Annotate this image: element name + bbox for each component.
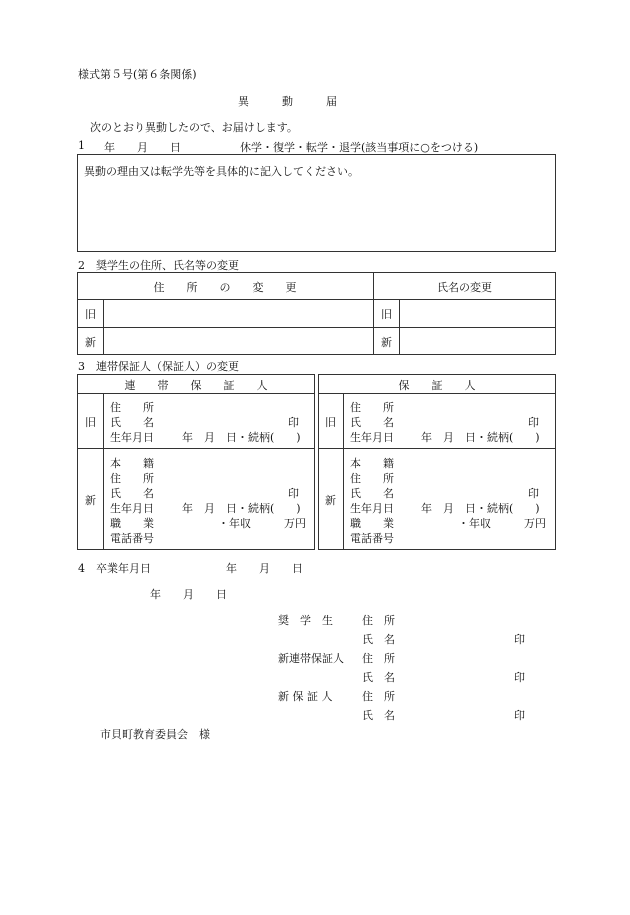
joint-new-honseki: 本 籍: [110, 457, 154, 470]
guarantor-head: 保 証 人: [398, 379, 476, 392]
new-joint-name-label: 氏 名: [362, 671, 395, 684]
guar-new-honseki: 本 籍: [350, 457, 394, 470]
joint-old-seal: 印: [288, 416, 299, 429]
student-seal: 印: [514, 633, 525, 646]
s2-new-name-label: 新: [381, 336, 392, 349]
section3-heading: 3 連帯保証人（保証人）の変更: [78, 360, 239, 373]
form-title: 異 動 届: [238, 95, 337, 108]
guar-old-addr: 住 所: [350, 401, 394, 414]
guar-old-birth-fmt: 年 月 日・続柄( ): [421, 431, 540, 444]
new-guar-name-label: 氏 名: [362, 709, 395, 722]
joint-new-seal: 印: [288, 487, 299, 500]
new-guar-addr-label: 住 所: [362, 690, 395, 703]
reason-note: 異動の理由又は転学先等を具体的に記入してください。: [84, 165, 359, 178]
addressee: 市貝町教育委員会 様: [100, 728, 210, 741]
col-name-change: 氏名の変更: [437, 281, 492, 294]
joint-old-addr: 住 所: [110, 401, 154, 414]
graduation-date: 年 月 日: [226, 562, 303, 575]
joint-new-label: 新: [85, 494, 96, 507]
joint-new-phone: 電話番号: [110, 532, 154, 545]
guar-new-phone: 電話番号: [350, 532, 394, 545]
s2-old-label: 旧: [85, 308, 96, 321]
guar-new-birth: 生年月日: [350, 502, 394, 515]
guar-new-label: 新: [325, 494, 336, 507]
guar-old-label: 旧: [325, 416, 336, 429]
section4-heading: 4 卒業年月日: [78, 562, 151, 575]
joint-new-addr: 住 所: [110, 472, 154, 485]
student-label: 奨 学 生: [278, 614, 333, 627]
joint-new-income: ・年収 万円: [218, 517, 306, 530]
s2-new-label: 新: [85, 336, 96, 349]
new-name-field[interactable]: [400, 328, 555, 354]
joint-guarantor-head: 連 帯 保 証 人: [124, 379, 268, 392]
joint-old-label: 旧: [85, 416, 96, 429]
new-joint-addr-label: 住 所: [362, 652, 395, 665]
intro-text: 次のとおり異動したので、お届けします。: [90, 121, 298, 134]
old-name-field[interactable]: [400, 300, 555, 326]
guar-new-birth-fmt: 年 月 日・続柄( ): [421, 502, 540, 515]
joint-new-birth: 生年月日: [110, 502, 154, 515]
joint-old-name: 氏 名: [110, 416, 154, 429]
section2-heading: 2 奨学生の住所、氏名等の変更: [78, 259, 239, 272]
joint-old-birth: 生年月日: [110, 431, 154, 444]
guar-old-name: 氏 名: [350, 416, 394, 429]
guar-new-seal: 印: [528, 487, 539, 500]
new-joint-seal: 印: [514, 671, 525, 684]
guar-old-seal: 印: [528, 416, 539, 429]
submission-date: 年 月 日: [150, 588, 227, 601]
guar-new-job: 職 業: [350, 517, 394, 530]
joint-new-job: 職 業: [110, 517, 154, 530]
old-address-field[interactable]: [104, 300, 372, 326]
new-guar-seal: 印: [514, 709, 525, 722]
section1-number: 1: [78, 139, 85, 152]
guar-new-name: 氏 名: [350, 487, 394, 500]
guar-new-addr: 住 所: [350, 472, 394, 485]
s2-old-name-label: 旧: [381, 308, 392, 321]
joint-new-name: 氏 名: [110, 487, 154, 500]
new-joint-label: 新連帯保証人: [278, 652, 344, 665]
joint-new-birth-fmt: 年 月 日・続柄( ): [182, 502, 301, 515]
section1-items: 休学・復学・転学・退学(該当事項に○をつける): [240, 141, 479, 154]
student-name-label: 氏 名: [362, 633, 395, 646]
form-number: 様式第５号(第６条関係): [78, 68, 197, 81]
student-addr-label: 住 所: [362, 614, 395, 627]
new-address-field[interactable]: [104, 328, 372, 354]
new-guar-label: 新 保 証 人: [278, 690, 333, 703]
joint-old-birth-fmt: 年 月 日・続柄( ): [182, 431, 301, 444]
col-address-change: 住 所 の 変 更: [153, 281, 297, 294]
guar-new-income: ・年収 万円: [458, 517, 546, 530]
section1-date: 年 月 日: [104, 141, 181, 154]
guar-old-birth: 生年月日: [350, 431, 394, 444]
